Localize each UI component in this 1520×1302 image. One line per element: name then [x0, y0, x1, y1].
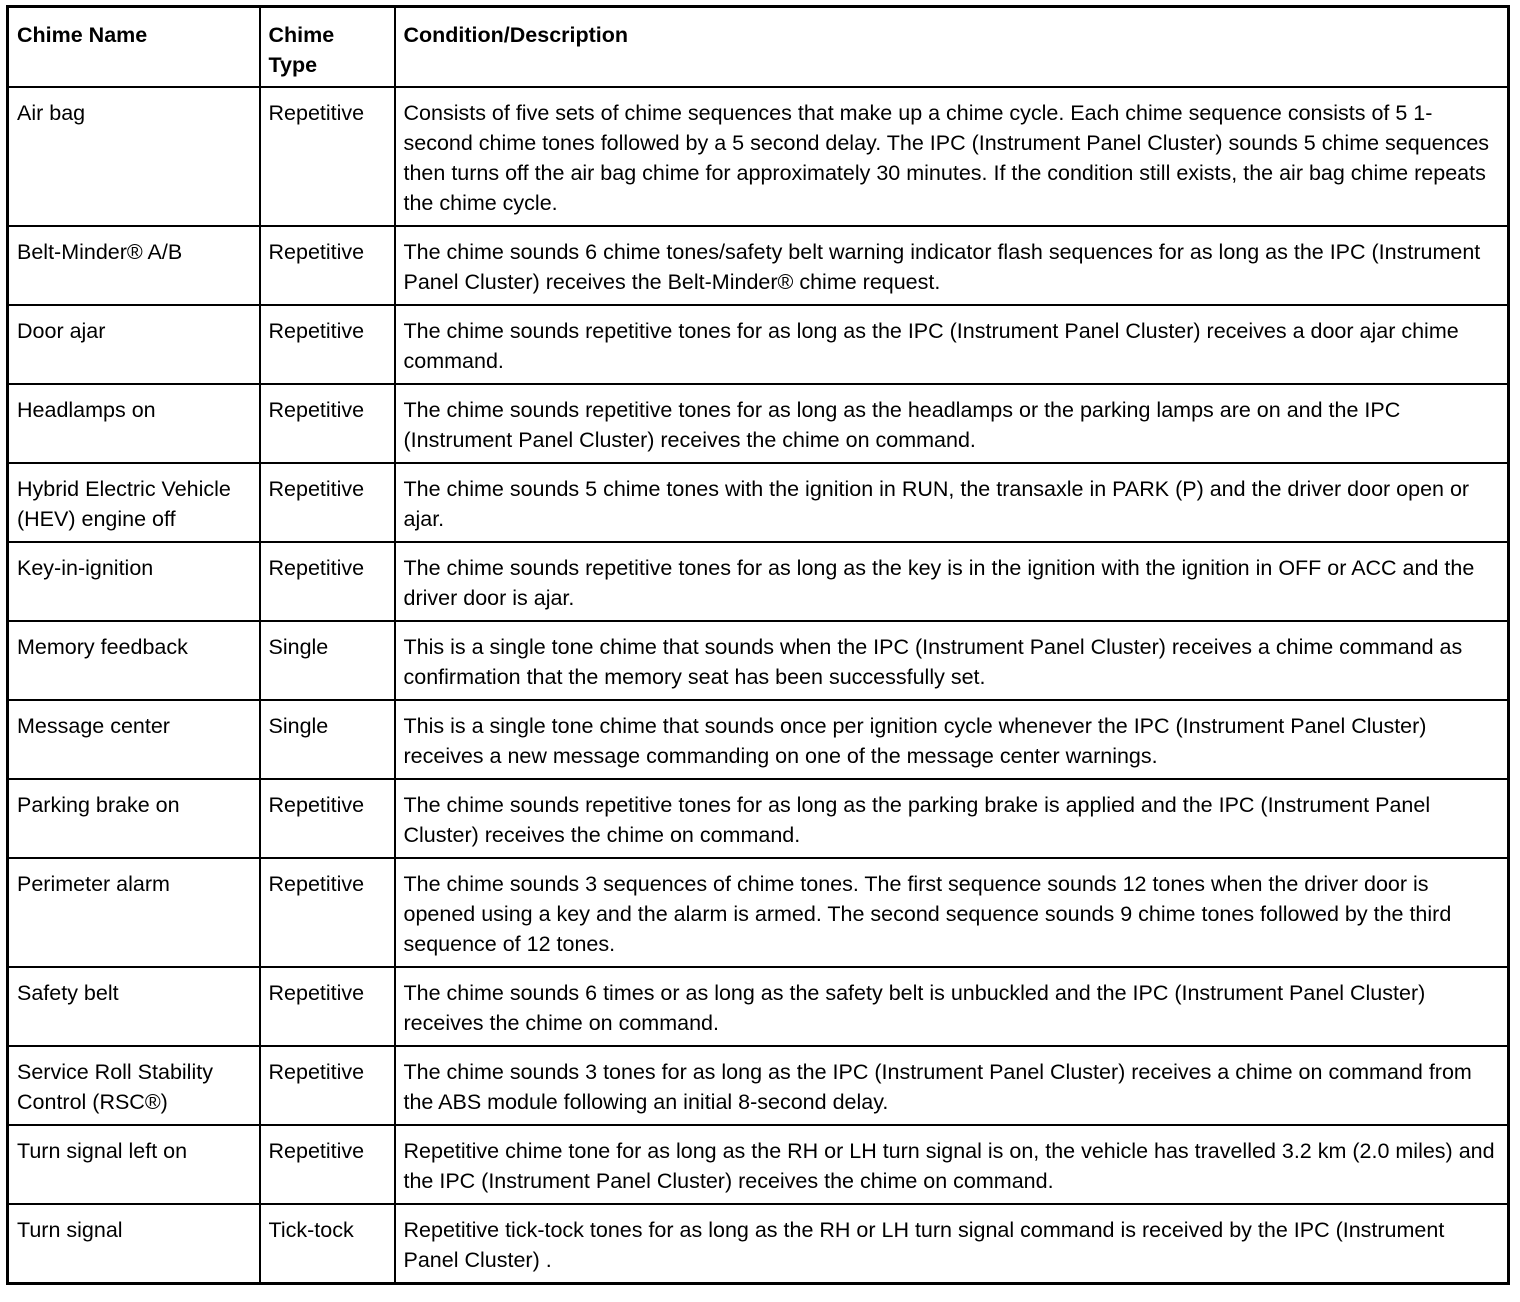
chime-type-cell: Repetitive: [260, 1125, 395, 1204]
chime-type-cell: Repetitive: [260, 384, 395, 463]
table-row: [8, 305, 1509, 384]
chime-name-cell: Air bag: [8, 87, 260, 226]
chime-description-cell: This is a single tone chime that sounds when the IPC (Instrument Panel Cluster) receives a chime command as confirmation that the memory seat has been successfully set.: [395, 621, 1509, 700]
chime-description-cell: The chime sounds 6 times or as long as the safety belt is unbuckled and the IPC (Instrument Panel Cluster) receives the chime on command.: [395, 967, 1509, 1046]
column-header-chime-name: Chime Name: [8, 7, 260, 88]
table-row: [8, 1204, 1509, 1284]
table-header-row: [8, 7, 1509, 88]
chime-name-cell: Safety belt: [8, 967, 260, 1046]
table-row: [8, 700, 1509, 779]
chime-name-cell: Perimeter alarm: [8, 858, 260, 967]
chime-name-cell: Belt-Minder® A/B: [8, 226, 260, 305]
chime-type-cell: Single: [260, 700, 395, 779]
chime-type-cell: Repetitive: [260, 226, 395, 305]
chime-name-cell: Parking brake on: [8, 779, 260, 858]
chime-type-cell: Repetitive: [260, 305, 395, 384]
column-header-chime-type: Chime Type: [260, 7, 395, 88]
chime-name-cell: Headlamps on: [8, 384, 260, 463]
chime-type-cell: Single: [260, 621, 395, 700]
chime-name-cell: Hybrid Electric Vehicle (HEV) engine off: [8, 463, 260, 542]
chime-name-cell: Door ajar: [8, 305, 260, 384]
chime-name-cell: Message center: [8, 700, 260, 779]
chime-name-cell: Service Roll Stability Control (RSC®): [8, 1046, 260, 1125]
table-row: [8, 226, 1509, 305]
chime-name-cell: Turn signal: [8, 1204, 260, 1284]
table-row: [8, 621, 1509, 700]
table-row: [8, 87, 1509, 226]
chime-description-cell: Consists of five sets of chime sequences that make up a chime cycle. Each chime sequence consists of 5 1-second chime tones followed by a 5 second delay. The IPC (Instrument Panel Cluster) sounds 5 chime sequences then turns off the air bag chime for approximately 30 minutes. If the condition still exists, the air bag chime repeats the chime cycle.: [395, 87, 1509, 226]
chime-description-cell: The chime sounds repetitive tones for as long as the parking brake is applied and the IPC (Instrument Panel Cluster) receives the chime on command.: [395, 779, 1509, 858]
chime-description-cell: The chime sounds 3 tones for as long as the IPC (Instrument Panel Cluster) receives a chime on command from the ABS module following an initial 8-second delay.: [395, 1046, 1509, 1125]
chime-type-cell: Repetitive: [260, 542, 395, 621]
chime-description-cell: The chime sounds repetitive tones for as long as the key is in the ignition with the ignition in OFF or ACC and the driver door is ajar.: [395, 542, 1509, 621]
chime-description-cell: The chime sounds 6 chime tones/safety belt warning indicator flash sequences for as long as the IPC (Instrument Panel Cluster) receives the Belt-Minder® chime request.: [395, 226, 1509, 305]
table-row: [8, 779, 1509, 858]
chime-type-cell: Repetitive: [260, 858, 395, 967]
table-row: [8, 1046, 1509, 1125]
chime-name-cell: Turn signal left on: [8, 1125, 260, 1204]
chime-type-cell: Repetitive: [260, 779, 395, 858]
chime-description-cell: The chime sounds 5 chime tones with the ignition in RUN, the transaxle in PARK (P) and the driver door open or ajar.: [395, 463, 1509, 542]
chime-name-cell: Key-in-ignition: [8, 542, 260, 621]
chime-type-cell: Tick-tock: [260, 1204, 395, 1284]
chime-type-cell: Repetitive: [260, 1046, 395, 1125]
chime-description-cell: The chime sounds repetitive tones for as long as the headlamps or the parking lamps are on and the IPC (Instrument Panel Cluster) receives the chime on command.: [395, 384, 1509, 463]
table-row: [8, 858, 1509, 967]
chime-table: [6, 5, 1510, 1285]
chime-type-cell: Repetitive: [260, 463, 395, 542]
table-row: [8, 542, 1509, 621]
chime-name-cell: Memory feedback: [8, 621, 260, 700]
chime-description-cell: The chime sounds 3 sequences of chime tones. The first sequence sounds 12 tones when the driver door is opened using a key and the alarm is armed. The second sequence sounds 9 chime tones followed by the third sequence of 12 tones.: [395, 858, 1509, 967]
table-row: [8, 967, 1509, 1046]
chime-type-cell: Repetitive: [260, 87, 395, 226]
table-row: [8, 463, 1509, 542]
table-row: [8, 1125, 1509, 1204]
table-row: [8, 384, 1509, 463]
chime-description-cell: Repetitive tick-tock tones for as long as the RH or LH turn signal command is received by the IPC (Instrument Panel Cluster) .: [395, 1204, 1509, 1284]
column-header-condition-description: Condition/Description: [395, 7, 1509, 88]
chime-type-cell: Repetitive: [260, 967, 395, 1046]
chime-description-cell: Repetitive chime tone for as long as the RH or LH turn signal is on, the vehicle has travelled 3.2 km (2.0 miles) and the IPC (Instrument Panel Cluster) receives the chime on command.: [395, 1125, 1509, 1204]
chime-description-cell: This is a single tone chime that sounds once per ignition cycle whenever the IPC (Instrument Panel Cluster) receives a new message commanding on one of the message center warnings.: [395, 700, 1509, 779]
chime-description-cell: The chime sounds repetitive tones for as long as the IPC (Instrument Panel Cluster) receives a door ajar chime command.: [395, 305, 1509, 384]
